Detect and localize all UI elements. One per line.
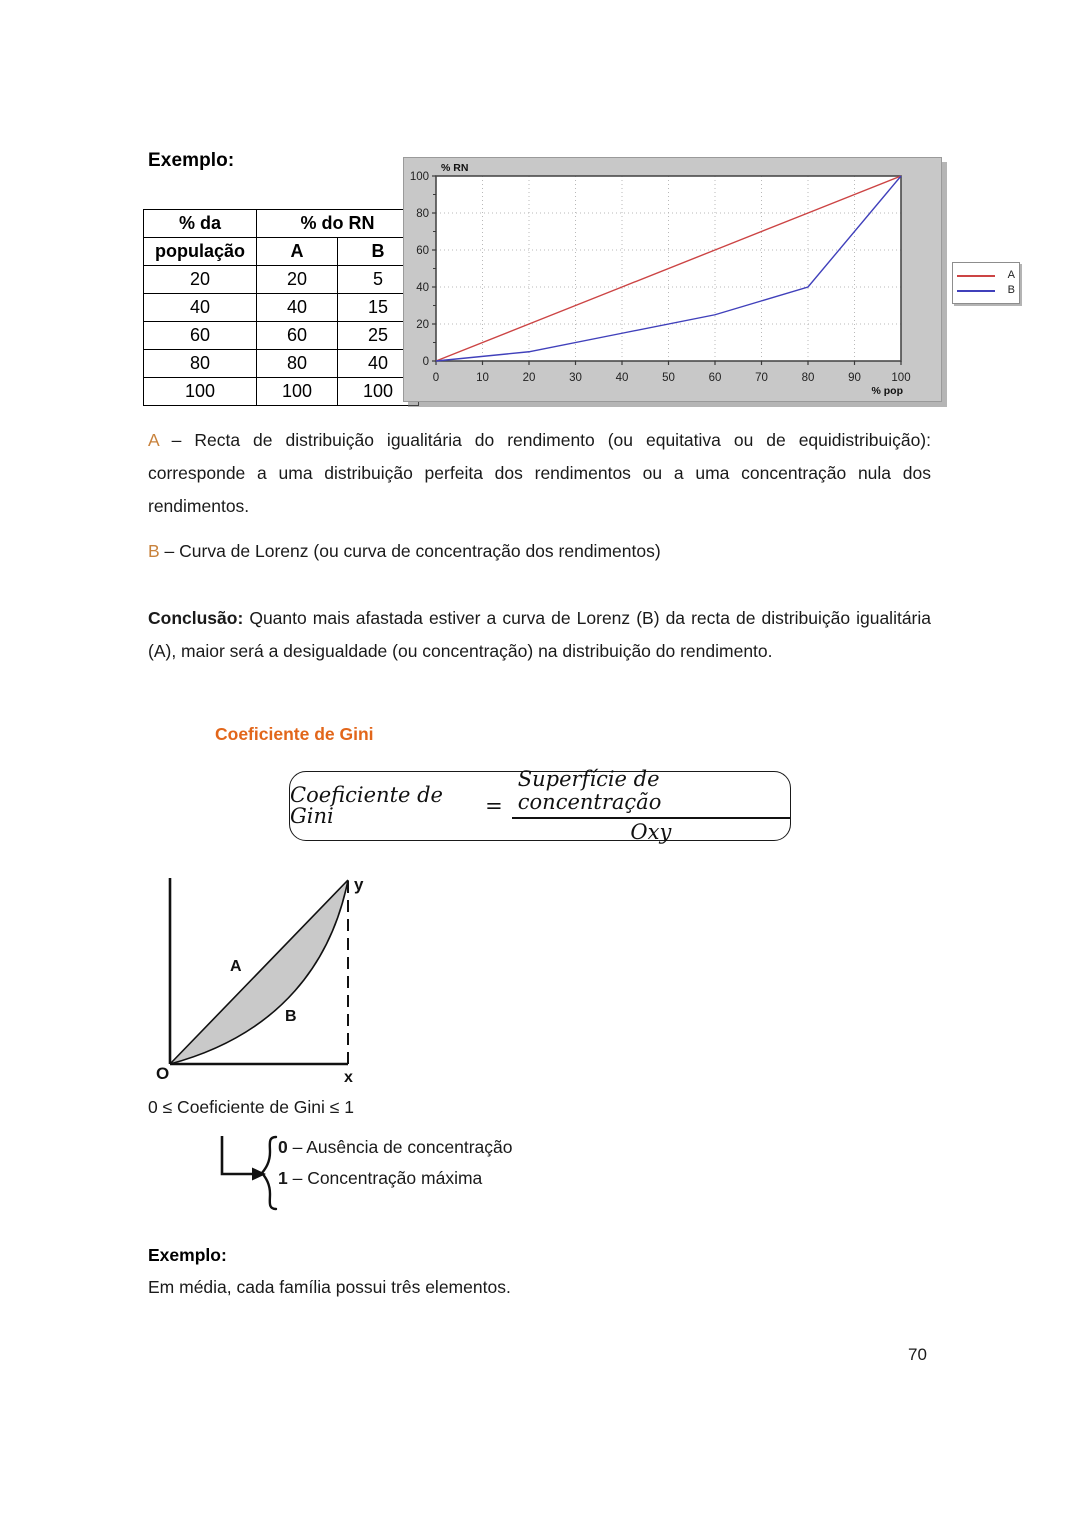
conclusion-label: Conclusão: [148, 608, 244, 628]
table-row [144, 294, 419, 322]
cell-pop: 80 [144, 350, 257, 378]
x-tick-label: 60 [708, 372, 722, 384]
y-tick-label: 0 [422, 356, 429, 368]
cell-pop: 100 [144, 378, 257, 406]
table-row [144, 322, 419, 350]
exemplo-2-body: Em média, cada família possui três elementos. [148, 1277, 511, 1297]
gini-area-svg [152, 868, 387, 1093]
gini-formula [290, 768, 790, 844]
cell-b: 5 [338, 266, 419, 294]
marker-a: A [148, 430, 159, 450]
x-tick-label: 80 [801, 372, 815, 384]
marker-b: B [148, 541, 160, 561]
paragraph-a-text: – Recta de distribuição igualitária do rendimento (ou equitativa ou de equidistribuição): corresponde a uma distribuição perfeita dos rendimentos ou a uma concentração nula dos rendimentos. [148, 430, 931, 516]
y-tick-label: 60 [416, 245, 429, 257]
cell-a: 100 [257, 378, 338, 406]
table-row [144, 266, 419, 294]
legend-label-b: B [1007, 284, 1015, 296]
legend-item-b [957, 283, 1015, 299]
cell-b: 15 [338, 294, 419, 322]
formula-denominator: Oxy [630, 819, 672, 844]
table-header-pop-line1: % da [144, 210, 257, 238]
y-tick-label: 80 [416, 208, 429, 220]
brace-text-1: – Concentração máxima [287, 1168, 483, 1188]
table-header-row-2 [144, 238, 419, 266]
table-header-b: B [338, 238, 419, 266]
page-number: 70 [908, 1345, 927, 1364]
gini-range-text: 0 ≤ Coeficiente de Gini ≤ 1 [148, 1097, 354, 1117]
formula-fraction [512, 768, 790, 844]
curly-brace-icon [262, 1137, 276, 1209]
gini-area-diagram [152, 868, 387, 1093]
cell-a: 20 [257, 266, 338, 294]
table-header-row-1 [144, 210, 419, 238]
brace-text-0: – Ausência de concentração [287, 1137, 513, 1157]
x-axis-label: x [344, 1069, 353, 1086]
gini-formula-box [289, 766, 791, 844]
cell-a: 80 [257, 350, 338, 378]
y-tick-label: 40 [416, 282, 429, 294]
y-axis-label: y [354, 875, 364, 894]
gini-brace-block [214, 1132, 554, 1214]
x-tick-label: 90 [848, 372, 861, 384]
cell-b: 25 [338, 322, 419, 350]
x-tick-label: 0 [432, 372, 440, 384]
table-row [144, 350, 419, 378]
exemplo-heading-2: Exemplo: [148, 1245, 227, 1265]
table-header-pop-line2: população [144, 238, 257, 266]
cell-pop: 40 [144, 294, 257, 322]
y-axis-title: % RN [441, 162, 469, 174]
brace-value-0: 0 [278, 1137, 288, 1157]
x-axis-title: % pop [871, 385, 903, 397]
cell-a: 40 [257, 294, 338, 322]
exemplo-heading-1: Exemplo: [148, 150, 235, 171]
x-tick-label: 30 [569, 372, 582, 384]
elbow-arrow-and-brace-svg [214, 1132, 278, 1214]
brace-line-2 [278, 1163, 512, 1194]
x-tick-label: 100 [891, 372, 911, 384]
x-tick-label: 70 [755, 372, 768, 384]
brace-value-1: 1 [278, 1168, 288, 1188]
chart-canvas [404, 158, 941, 401]
legend-label-a: A [1007, 269, 1015, 281]
paragraph-b-text: – Curva de Lorenz (ou curva de concentração dos rendimentos) [159, 541, 661, 561]
lorenz-data-table [143, 209, 419, 406]
cell-b: 100 [338, 378, 419, 406]
x-tick-label: 20 [522, 372, 536, 384]
brace-text-lines [278, 1132, 512, 1194]
elbow-arrow-icon [222, 1136, 254, 1174]
brace-line-1 [278, 1132, 512, 1163]
paragraph-b [148, 535, 931, 568]
lorenz-chart [403, 157, 1015, 409]
legend-swatch-b [957, 290, 995, 292]
origin-label: O [156, 1064, 170, 1083]
y-tick-label: 100 [409, 171, 429, 183]
gini-section-title: Coeficiente de Gini [215, 724, 374, 744]
legend-swatch-a [957, 275, 995, 277]
label-a: A [230, 958, 242, 975]
table-header-a: A [257, 238, 338, 266]
y-tick-label: 20 [416, 319, 429, 331]
formula-numerator: Superfície de concentração [517, 766, 662, 815]
cell-pop: 60 [144, 322, 257, 350]
chart-legend [952, 262, 1020, 304]
cell-b: 40 [338, 350, 419, 378]
formula-left-term: Coeficiente de Gini [290, 783, 443, 828]
table-header-rn: % do RN [257, 210, 419, 238]
legend-item-a [957, 268, 1015, 284]
table-row [144, 378, 419, 406]
conclusion-text: Quanto mais afastada estiver a curva de Lorenz (B) da recta de distribuição igualitária (A), maior será a desigualdade (ou concentração) na distribuição do rendimento. [148, 608, 931, 661]
cell-a: 60 [257, 322, 338, 350]
x-tick-label: 50 [662, 372, 675, 384]
chart-frame [403, 157, 942, 402]
x-tick-label: 10 [476, 372, 489, 384]
x-tick-label: 40 [615, 372, 629, 384]
paragraph-a [148, 424, 931, 523]
formula-equals: = [485, 793, 503, 818]
label-b: B [285, 1008, 297, 1025]
equality-line-a [170, 880, 348, 1064]
paragraph-conclusion [148, 602, 931, 668]
cell-pop: 20 [144, 266, 257, 294]
